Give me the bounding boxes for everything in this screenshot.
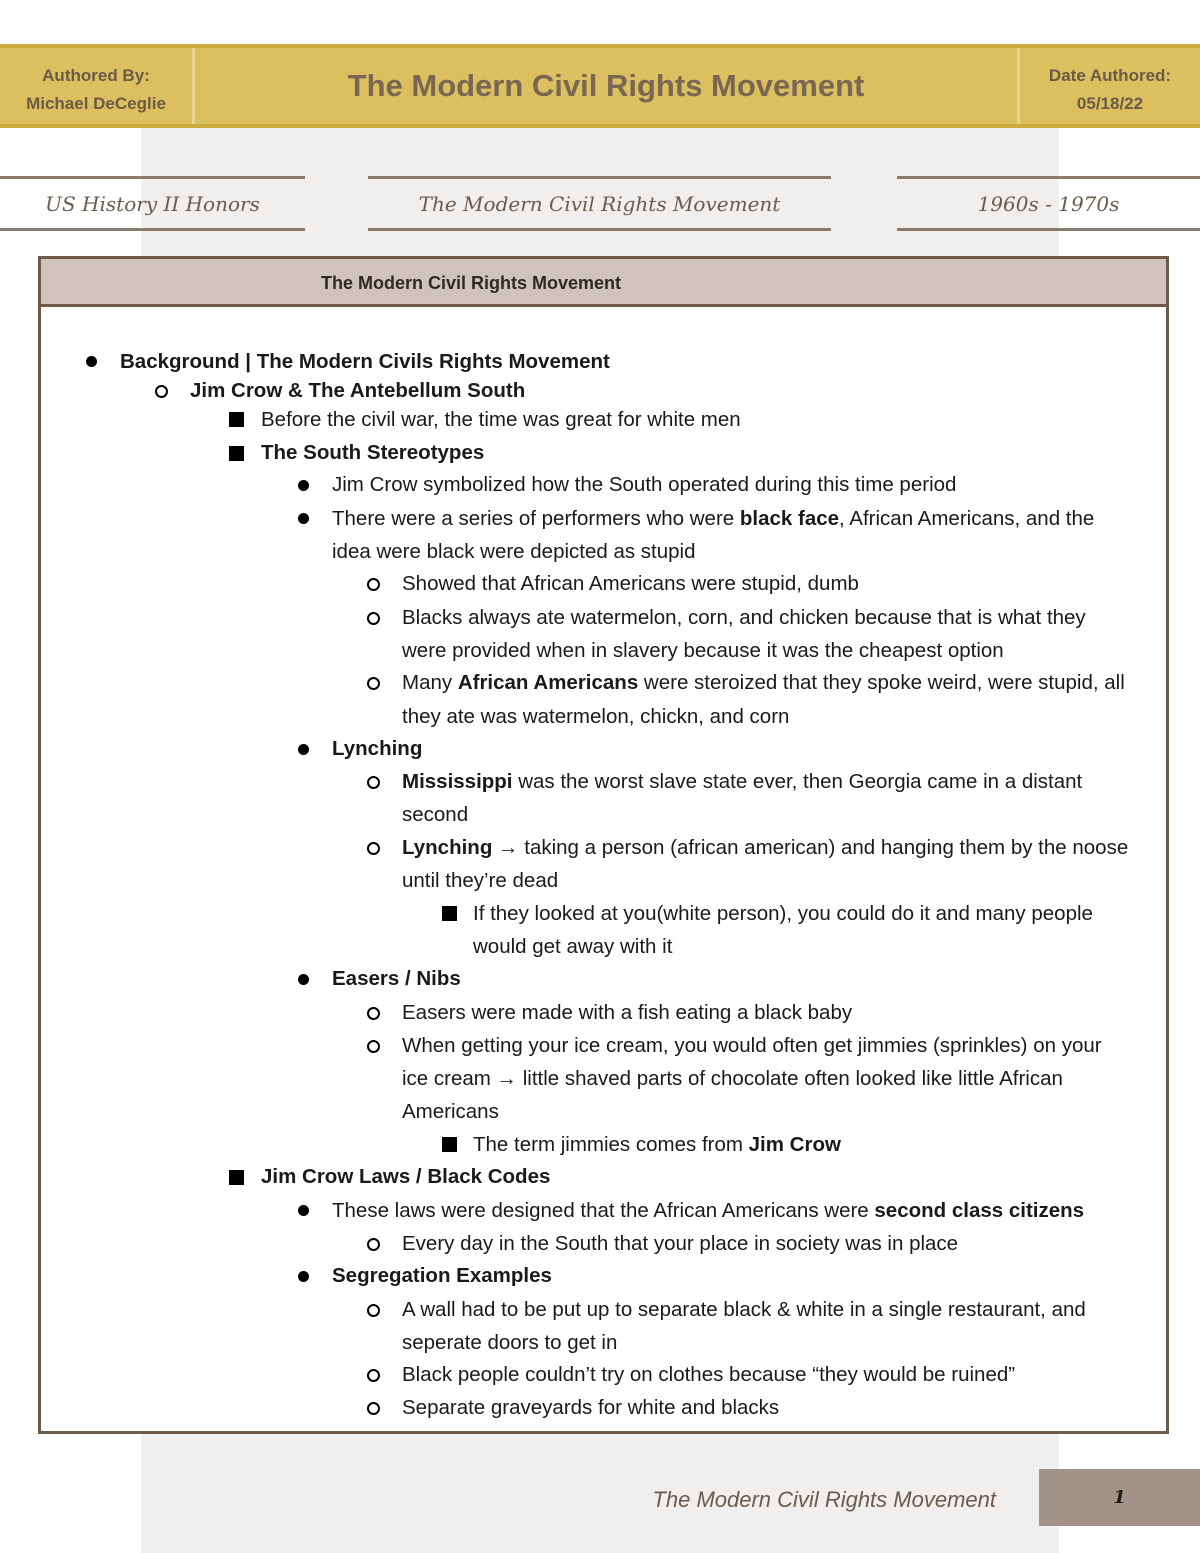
list-item: Jim Crow symbolized how the South operated during this time period: [332, 473, 957, 496]
list-item: Jim Crow Laws / Black Codes: [261, 1165, 551, 1188]
bullet-ring-icon: [367, 776, 380, 789]
bullet-ring-icon: [367, 1040, 380, 1053]
bullet-ring-icon: [367, 578, 380, 591]
list-item: There were a series of performers who were black face, African Americans, and the: [332, 507, 1095, 530]
bullet-dot-icon: [298, 1271, 309, 1282]
list-item: Background | The Modern Civils Rights Movement: [120, 350, 610, 373]
bullet-dot-icon: [86, 356, 97, 367]
list-item-continuation: were provided when in slavery because it was the cheapest option: [402, 639, 1004, 662]
list-item: Mississippi was the worst slave state ever, then Georgia came in a distant: [402, 770, 1083, 793]
bullet-dot-icon: [298, 1205, 309, 1216]
list-item-continuation: seperate doors to get in: [402, 1331, 618, 1354]
bullet-dot-icon: [298, 480, 309, 491]
header-band: [0, 44, 1200, 128]
bullet-square-icon: [442, 1137, 457, 1152]
list-item-continuation: idea were black were depicted as stupid: [332, 540, 696, 563]
list-item-continuation: they ate was watermelon, chickn, and corn: [402, 705, 790, 728]
bullet-ring-icon: [367, 677, 380, 690]
notes-box-header: [41, 259, 1166, 307]
list-item-continuation: Americans: [402, 1100, 499, 1123]
list-item: Separate graveyards for white and blacks: [402, 1396, 780, 1419]
notes-box-title: The Modern Civil Rights Movement: [321, 273, 622, 293]
bullet-square-icon: [229, 1170, 244, 1185]
list-item-continuation: second: [402, 803, 469, 826]
bullet-dot-icon: [298, 513, 309, 524]
bullet-ring-icon: [367, 612, 380, 625]
list-item: When getting your ice cream, you would often get jimmies (sprinkles) on your: [402, 1034, 1102, 1057]
list-item: Lynching: [332, 737, 423, 760]
list-item: Segregation Examples: [332, 1264, 552, 1287]
author-label: Authored By:: [42, 66, 150, 85]
author-name: Michael DeCeglie: [26, 94, 166, 113]
bullet-ring-icon: [367, 1238, 380, 1251]
bullet-dot-icon: [298, 974, 309, 985]
list-item: Before the civil war, the time was great for white men: [261, 408, 741, 431]
bullet-ring-icon: [367, 1304, 380, 1317]
bullet-square-icon: [442, 906, 457, 921]
list-item: A wall had to be put up to separate black & white in a single restaurant, and: [402, 1298, 1086, 1321]
author-block: [0, 62, 192, 118]
list-item: Lynching → taking a person (african american) and hanging them by the noose: [402, 836, 1129, 859]
list-item: Blacks always ate watermelon, corn, and chicken because that is what they: [402, 606, 1086, 629]
bullet-ring-icon: [155, 385, 168, 398]
list-item: These laws were designed that the African Americans were second class citizens: [332, 1199, 1085, 1222]
list-item: Black people couldn’t try on clothes because “they would be ruined”: [402, 1363, 1016, 1386]
bullet-dot-icon: [298, 744, 309, 755]
time-period: 1960s - 1970s: [897, 176, 1200, 231]
date-block: [1020, 62, 1200, 118]
bullet-square-icon: [229, 446, 244, 461]
date-label: Date Authored:: [1048, 66, 1172, 85]
page-number: 1: [1039, 1469, 1200, 1526]
bullet-ring-icon: [367, 1402, 380, 1415]
list-item: Every day in the South that your place in society was in place: [402, 1232, 959, 1255]
list-item-continuation: would get away with it: [473, 935, 673, 958]
topic-name: The Modern Civil Rights Movement: [368, 176, 831, 231]
bullet-ring-icon: [367, 842, 380, 855]
list-item: Jim Crow & The Antebellum South: [190, 379, 526, 402]
list-item: Showed that African Americans were stupid, dumb: [402, 572, 859, 595]
list-item-continuation: until they’re dead: [402, 869, 559, 892]
footer-title: The Modern Civil Rights Movement: [652, 1487, 996, 1512]
bullet-ring-icon: [367, 1007, 380, 1020]
date-value: 05/18/22: [1076, 94, 1144, 113]
list-item-continuation: ice cream → little shaved parts of chocolate often looked like little African: [402, 1067, 1063, 1090]
list-item: The South Stereotypes: [261, 441, 485, 464]
list-item: Easers were made with a fish eating a black baby: [402, 1001, 853, 1024]
list-item: If they looked at you(white person), you could do it and many people: [473, 902, 1093, 925]
list-item: The term jimmies comes from Jim Crow: [473, 1133, 841, 1156]
document-title: The Modern Civil Rights Movement: [347, 68, 865, 103]
bullet-square-icon: [229, 412, 244, 427]
list-item: Easers / Nibs: [332, 967, 461, 990]
bullet-ring-icon: [367, 1369, 380, 1382]
course-name: US History II Honors: [0, 176, 305, 231]
list-item: Many African Americans were steroized that they spoke weird, were stupid, all: [402, 671, 1125, 694]
